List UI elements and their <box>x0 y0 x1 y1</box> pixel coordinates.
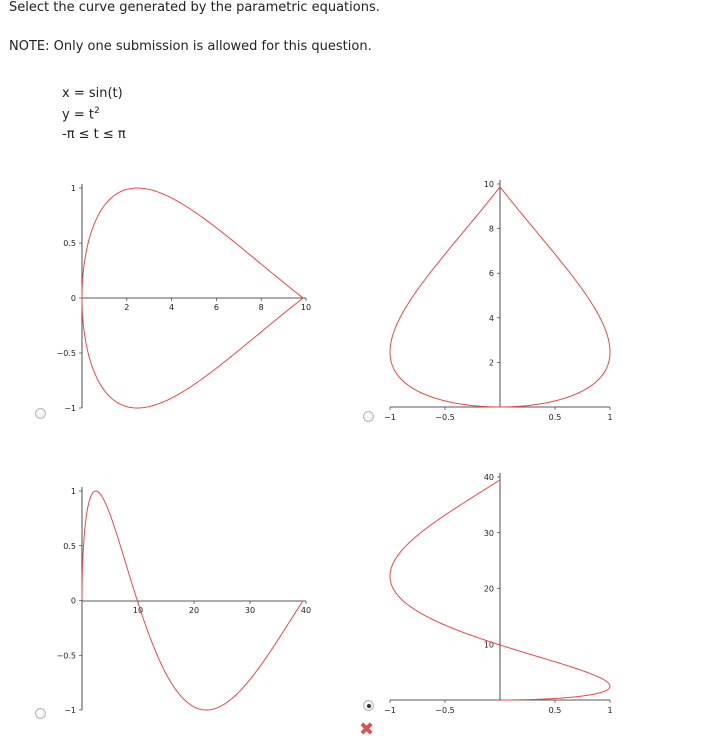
plot-1-x-tick-label: 10 <box>300 303 312 312</box>
plot-3-y-tick-label: −1 <box>64 706 76 715</box>
plot-1-y-tick-label: −0.5 <box>56 349 76 358</box>
plot-3-x-tick-label: 20 <box>188 606 200 615</box>
plot-2-y-tick-label: 6 <box>488 269 494 279</box>
plot-3-y-tick-label: −0.5 <box>56 651 76 661</box>
plot-2-y-tick-label: 4 <box>488 313 494 323</box>
option-2-radio[interactable] <box>363 411 374 422</box>
plot-3-x-tick-label: 40 <box>300 606 312 615</box>
plot-3-y-tick-label: 0.5 <box>63 541 76 551</box>
equation-y-base: y = t <box>62 107 94 123</box>
equation-range: -π ≤ t ≤ π <box>62 127 126 142</box>
plot-1-x-tick-label: 2 <box>124 303 130 312</box>
question-note: NOTE: Only one submission is allowed for this question. <box>9 39 372 54</box>
plot-2-y-tick-label: 10 <box>483 180 494 189</box>
plot-3-curve <box>82 491 303 710</box>
option-3-radio[interactable] <box>35 708 46 719</box>
plot-2-x-tick-label: 1 <box>607 413 613 422</box>
plot-2-y-tick-label: 8 <box>488 224 494 234</box>
plot-4-y-tick-label: 40 <box>483 473 494 482</box>
plot-2-x-tick-label: 0.5 <box>548 413 562 422</box>
x-mark-icon: ✖ <box>359 719 375 740</box>
plot-4-y-tick-label: 20 <box>483 584 494 594</box>
plot-3-x-tick-label: 10 <box>132 606 144 615</box>
plot-1-y-tick-label: 1 <box>70 184 76 193</box>
equation-x: x = sin(t) <box>62 86 123 101</box>
option-4-radio[interactable] <box>363 700 374 711</box>
plot-1-y-tick-label: −1 <box>64 404 76 413</box>
plot-4-x-tick-label: 1 <box>607 706 613 715</box>
plot-2-x-tick-label: −0.5 <box>435 413 455 422</box>
plot-3-y-tick-label: 0 <box>70 596 76 606</box>
plot-1-x-tick-label: 6 <box>213 303 219 312</box>
question-prompt: Select the curve generated by the parametric equations. <box>9 0 380 15</box>
plot-3-y-tick-label: 1 <box>70 487 76 496</box>
option-1-radio[interactable] <box>35 408 46 419</box>
plot-1-x-tick-label: 4 <box>169 303 175 312</box>
plot-4-x-tick-label: −0.5 <box>435 706 455 715</box>
plot-1-y-tick-label: 0.5 <box>63 239 76 248</box>
plot-1-x-tick-label: 8 <box>258 303 264 312</box>
plot-4-y-tick-label: 30 <box>483 528 494 538</box>
plot-2-x-tick-label: −1 <box>384 413 396 422</box>
plot-4-x-tick-label: −1 <box>384 706 396 715</box>
equation-y-exponent: 2 <box>93 106 100 116</box>
plot-2-y-tick-label: 2 <box>488 358 494 368</box>
plot-4-x-tick-label: 0.5 <box>548 706 562 715</box>
plot-4-y-tick-label: 10 <box>483 640 494 650</box>
plot-3-x-tick-label: 30 <box>244 606 256 615</box>
plot-1-y-tick-label: 0 <box>70 294 76 303</box>
